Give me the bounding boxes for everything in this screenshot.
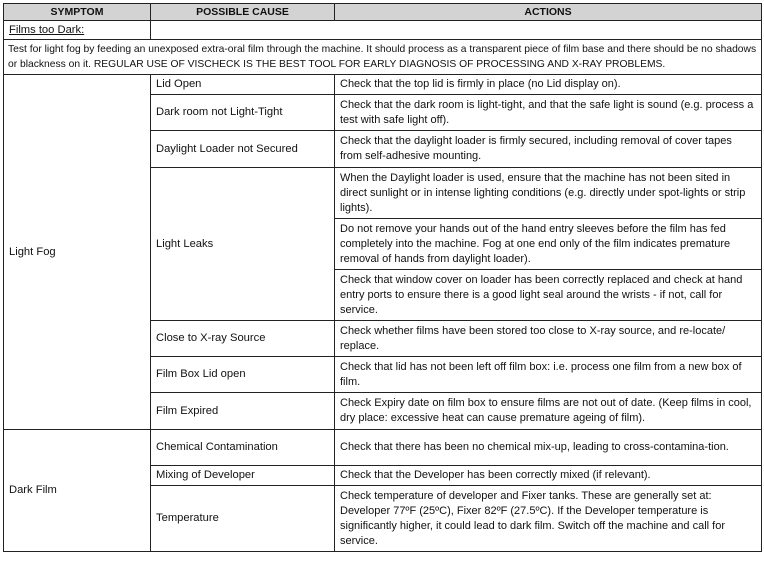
cause-lid-open: Lid Open [151, 75, 335, 95]
action-temperature: Check temperature of developer and Fixer tanks. These are generally set at: Developer 77ºF (25ºC), Fixer 82ºF (27.5ºC). If the Developer temperature is significantly higher, it could lead to dark film. Switch off the machine and call for service. [335, 486, 762, 552]
action-film-box-lid: Check that lid has not been left off film box: i.e. process one film from a new box of film. [335, 357, 762, 393]
section-blank [151, 21, 762, 40]
action-lid-open: Check that the top lid is firmly in place (no Lid display on). [335, 75, 762, 95]
header-row [4, 4, 762, 21]
action-light-leaks-2: Do not remove your hands out of the hand entry sleeves before the film has fed completely into the machine. Fog at one end only of the film indicates premature removal of hands from daylight loader). [335, 219, 762, 270]
section-title-text: Films too Dark: [9, 23, 85, 36]
symptom-dark-film: Dark Film [4, 430, 151, 552]
troubleshooting-table [3, 3, 762, 552]
action-light-leaks-3: Check that window cover on loader has been correctly replaced and check at hand entry ports to ensure there is a good light seal around the wrists - if not, call for service. [335, 270, 762, 321]
cause-xray-source: Close to X-ray Source [151, 321, 335, 357]
header-possible-cause: POSSIBLE CAUSE [151, 4, 335, 21]
cause-light-leaks: Light Leaks [151, 168, 335, 321]
action-dark-room: Check that the dark room is light-tight, and that the safe light is sound (e.g. process a test with safe light off). [335, 95, 762, 131]
action-xray-source: Check whether films have been stored too close to X-ray source, and re-locate/ replace. [335, 321, 762, 357]
intro-row [4, 40, 762, 75]
symptom-light-fog: Light Fog [4, 75, 151, 430]
section-row [4, 21, 762, 40]
cause-dark-room: Dark room not Light-Tight [151, 95, 335, 131]
table-row [4, 75, 762, 95]
action-chemical: Check that there has been no chemical mix-up, leading to cross-contamina-tion. [335, 430, 762, 466]
cause-temperature: Temperature [151, 486, 335, 552]
cause-chemical: Chemical Contamination [151, 430, 335, 466]
cause-film-box-lid: Film Box Lid open [151, 357, 335, 393]
table-row [4, 430, 762, 466]
action-daylight-loader: Check that the daylight loader is firmly secured, including removal of cover tapes from self-adhesive mounting. [335, 131, 762, 168]
section-title [4, 21, 151, 40]
cause-film-expired: Film Expired [151, 393, 335, 430]
cause-daylight-loader: Daylight Loader not Secured [151, 131, 335, 168]
action-light-leaks-1: When the Daylight loader is used, ensure that the machine has not been sited in direct sunlight or in intense lighting conditions (e.g. directly under spot-lights or strip lights). [335, 168, 762, 219]
action-film-expired: Check Expiry date on film box to ensure films are not out of date. (Keep films in cool, dry place: excessive heat can cause premature ageing of film). [335, 393, 762, 430]
action-mixing-developer: Check that the Developer has been correctly mixed (if relevant). [335, 466, 762, 486]
intro-text: Test for light fog by feeding an unexposed extra-oral film through the machine. It should process as a transparent piece of film base and there should be no shadows or blackness on it. REGULAR USE OF VISCHECK IS THE BEST TOOL FOR EARLY DIAGNOSIS OF PROCESSING AND X-RAY PROBLEMS. [4, 40, 762, 75]
cause-mixing-developer: Mixing of Developer [151, 466, 335, 486]
header-symptom: SYMPTOM [4, 4, 151, 21]
header-actions: ACTIONS [335, 4, 762, 21]
